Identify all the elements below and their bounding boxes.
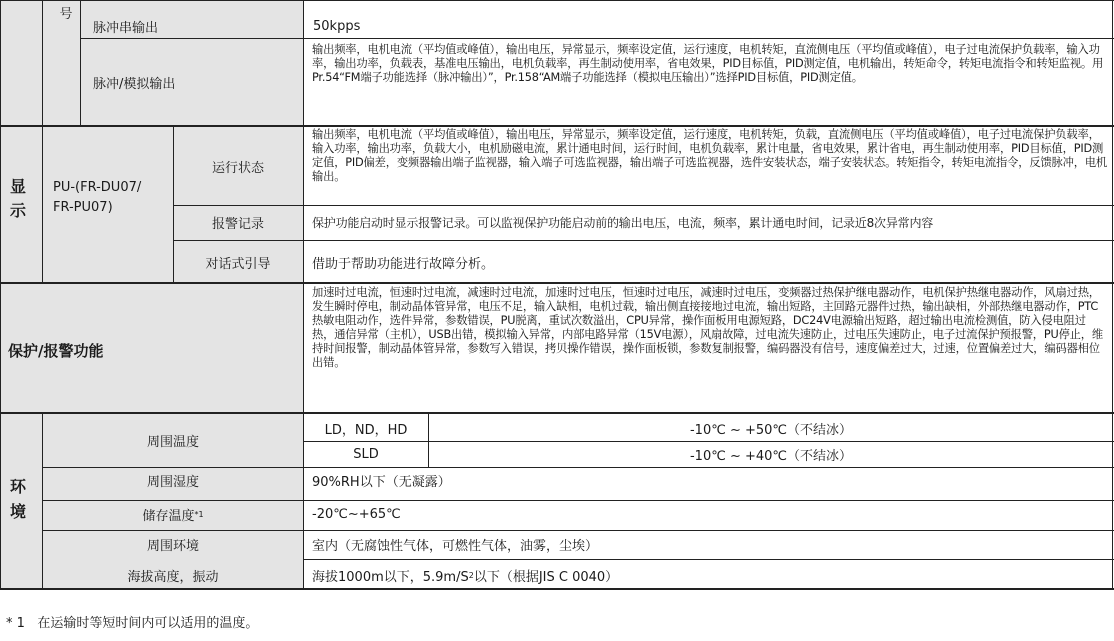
pulse-analog-value: 输出频率，电机电流（平均值或峰值），输出电压，异常显示，频率设定值，运行速度，电机转矩，直流侧电压（平均值或峰值），电子过电流保护负载率，输入功率，输出功率，负载表，基准电压输出，电机负载率，再生制动使用率，省电效果，PID目标值，PID测定值，电机输出，转矩命令，转矩电流指令和转矩监视。用Pr.54“FM端子功能选择（脉冲输出）”，Pr.158“AM端子功能选择（模拟电压输出）”选择PID目标值，PID测定值。 — [312, 43, 1104, 84]
rule-bottom — [0, 588, 1114, 590]
storage-temp-value: -20℃~+65℃ — [312, 506, 401, 522]
rule-col-4 — [303, 0, 304, 589]
protection-label: 保护/报警功能 — [8, 341, 104, 360]
rule-run-status — [173, 205, 1114, 206]
ambient-temp-label: 周围温度 — [146, 434, 199, 450]
mode-2-label: SLD — [353, 447, 379, 462]
environment-group-label — [10, 474, 34, 534]
pulse-train-label: 脉冲串输出 — [93, 20, 159, 36]
pulse-train-value: 50kpps — [313, 18, 361, 34]
rule-col-5 — [428, 413, 429, 468]
humidity-label: 周围湿度 — [146, 474, 199, 490]
storage-temp-text: 储存温度 — [142, 508, 195, 524]
alarm-log-label: 报警记录 — [211, 217, 264, 232]
rule-col-2 — [80, 0, 81, 126]
footnote-text: 在运输时等短时间内可以适用的温度。 — [37, 616, 259, 631]
altitude-label: 海拔高度，振动 — [127, 569, 219, 585]
rule-alarm — [173, 240, 1114, 241]
rule-surroundings — [303, 559, 1114, 560]
rule-mode — [303, 441, 1114, 442]
dialog-guide-value: 借助于帮助功能进行故障分析。 — [312, 256, 495, 272]
rule-col-3 — [173, 126, 174, 283]
rule-storage — [43, 530, 1114, 531]
mode-2-range: -10℃ ~ +40℃（不结冰） — [689, 449, 853, 464]
dialog-guide-label: 对话式引导 — [205, 256, 271, 272]
group-label-hao: 号 — [59, 6, 73, 22]
surroundings-label: 周围环境 — [146, 538, 199, 554]
rule-temp — [43, 467, 1114, 468]
altitude-suffix: 以下（根据JIS C 0040） — [473, 569, 619, 585]
display-char-2: 示 — [10, 201, 27, 220]
run-status-value: 输出频率，电机电流（平均值或峰值），输出电压，异常显示，频率设定值，运行速度，电机转矩，负载，直流侧电压（平均值或峰值），电子过电流保护负载率，输入功率，输出功率，负载大小，电机励磁电流，累计通电时间，运行时间，电机负载率，累计电量，省电效果，累计省电，再生制动使用率，PID目标值，PID测定值，PID偏差，变频器输出端子监视器，输入端子可选监视器，输出端子可选监视器，选件安装状态，端子安装状态。转矩指令，转矩电流指令，反馈脉冲，电机输出。 — [312, 128, 1108, 183]
environment-char-1: 环 — [10, 477, 27, 496]
display-char-1: 显 — [10, 177, 27, 196]
rule-protection — [0, 282, 1114, 284]
storage-temp-label — [43, 502, 303, 526]
protection-value: 加速时过电流，恒速时过电流，减速时过电流，加速时过电压，恒速时过电压，减速时过电压，变频器过热保护继电器动作，电机保护热继电器动作，风扇过热，发生瞬时停电，制动晶体管异常，电压不足，输入缺相，电机过载，输出侧直接接地过电流，输出短路，主回路元器件过热，输出缺相，外部热继电器动作，PTC热敏电阻动作，选件异常，参数错误，PU脱离，重试次数溢出，CPU异常，操作面板用电源短路，DC24V电源输出短路，超过输出电流检测值，防入侵电阻过热，通信异常（主机），USB出错，模拟输入异常，内部电路异常（15V电源），风扇故障，过电流失速防止，过电压失速防止，电子过流保护预报警，PU停止，维持时间报警，制动晶体管异常，参数写入错误，拷贝操作错误，操作面板锁，参数复制报警，编码器没有信号，速度偏差过大，过速，位置偏差过大，编码器相位出错。 — [312, 286, 1103, 369]
surroundings-value: 室内（无腐蚀性气体，可燃性气体，油雾，尘埃） — [312, 538, 599, 554]
pu-unit-line-2: FR-PU07) — [53, 200, 113, 215]
environment-char-2: 境 — [10, 502, 27, 521]
altitude-value — [312, 564, 1102, 586]
display-group-label — [10, 175, 34, 235]
rule-col-1-lower — [42, 413, 43, 589]
altitude-text: 海拔1000m以下，5.9m/S — [312, 569, 469, 585]
pu-unit-line-1: PU-(FR-DU07/ — [53, 180, 142, 195]
run-status-label: 运行状态 — [211, 160, 264, 176]
altitude-sup: 2 — [468, 570, 474, 580]
rule-environment — [0, 412, 1114, 414]
rule-left — [0, 0, 1, 590]
alarm-log-value: 保护功能启动时显示报警记录。可以监视保护功能启动前的输出电压，电流，频率，累计通电时间，记录近8次异常内容 — [312, 216, 934, 230]
rule-humidity — [43, 500, 1114, 501]
storage-temp-mark: *1 — [194, 509, 204, 519]
pulse-analog-label: 脉冲/模拟输出 — [93, 76, 176, 92]
rule-display — [0, 125, 1114, 127]
mode-1-range: -10℃ ~ +50℃（不结冰） — [689, 422, 853, 438]
rule-pulse — [80, 38, 1114, 39]
footnote — [6, 612, 258, 631]
mode-1-label: LD，ND，HD — [324, 422, 408, 438]
rule-top — [0, 0, 1114, 1]
footnote-mark: * 1 — [6, 616, 25, 631]
rule-right — [1112, 0, 1113, 590]
pu-unit-label — [53, 178, 173, 218]
humidity-value: 90%RH以下（无凝露） — [312, 474, 451, 490]
rule-col-1-upper — [42, 0, 43, 283]
